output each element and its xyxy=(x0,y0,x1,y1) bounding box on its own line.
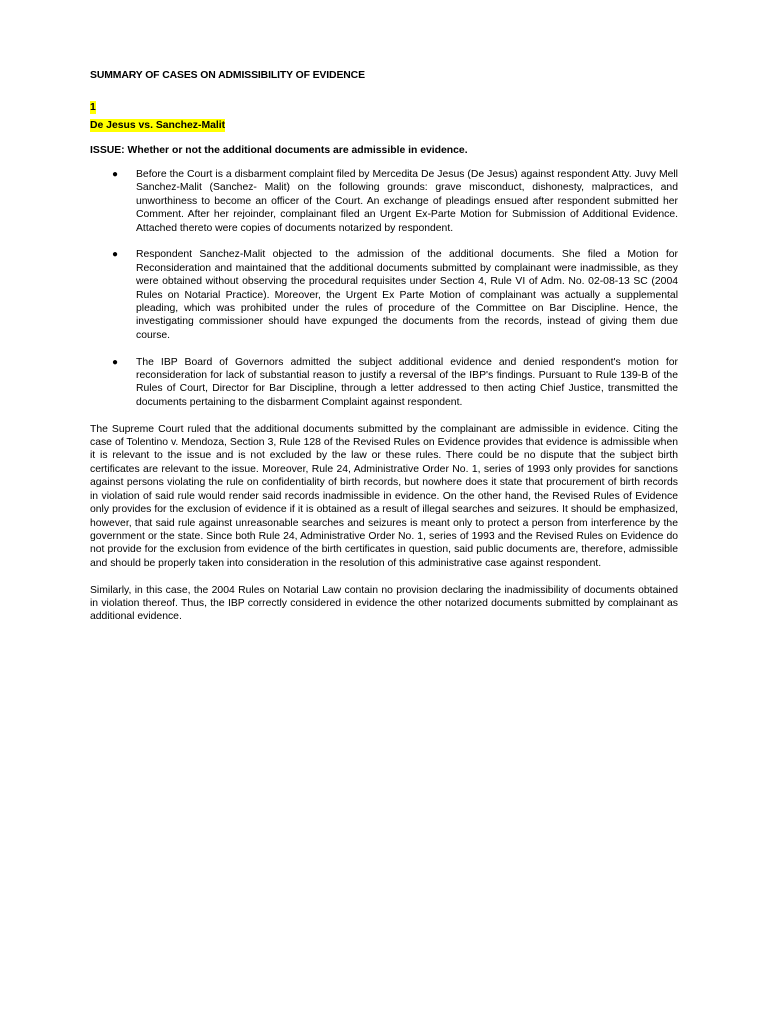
bullet-text: Respondent Sanchez-Malit objected to the admission of the additional documents. She filed a Motion for Reconsideration and maintained that the additional documents submitted by complainant were inadmissible, as they were obtained without observing the procedural requisites under Section 4, Rule VI of Adm. No. 02-08-13 SC (2004 Rules on Notarial Practice). Moreover, the Urgent Ex Parte Motion of complainant was actually a supplemental pleading, which was prohibited under the rules of procedure of the Committee on Bar Discipline. Hence, the investigating commissioner should have expunged the documents from the records, instead of giving them due course. xyxy=(136,249,678,341)
case-heading xyxy=(90,97,678,133)
facts-bullet-list xyxy=(90,168,678,409)
bullet-text: Before the Court is a disbarment complaint filed by Mercedita De Jesus (De Jesus) against respondent Atty. Juvy Mell Sanchez-Malit (Sanchez- Malit) on the following grounds: grave misconduct, dishonesty, malpractices, and unworthiness to become an officer of the Court. An exchange of pleadings ensued after respondent submitted her Comment. After her rejoinder, complainant filed an Urgent Ex-Parte Motion for Submission of Additional Evidence. Attached thereto were copies of documents notarized by respondent. xyxy=(136,169,678,234)
bullet-icon: ● xyxy=(112,249,119,261)
list-item xyxy=(90,168,678,235)
list-item xyxy=(90,356,678,410)
bullet-icon: ● xyxy=(112,169,119,180)
case-name: De Jesus vs. Sanchez-Malit xyxy=(90,120,226,131)
conclusion-paragraph: Similarly, in this case, the 2004 Rules on Notarial Law contain no provision declaring the inadmissibility of documents obtained in violation thereof. Thus, the IBP correctly considered in evidence the other notarized documents submitted by complainant as additional evidence. xyxy=(90,584,678,623)
list-item xyxy=(90,248,678,342)
bullet-text: The IBP Board of Governors admitted the subject additional evidence and denied respondent's motion for reconsideration for lack of substantial reason to justify a reversal of the IBP's findings. Pursuant to Rule 139-B of the Rules of Court, Director for Bar Discipline, through a letter addressed to then acting Chief Justice, transmitted the documents pertaining to the disbarment Complaint against respondent. xyxy=(136,356,678,408)
issue-statement: ISSUE: Whether or not the additional documents are admissible in evidence. xyxy=(90,145,468,156)
ruling-paragraph: The Supreme Court ruled that the additional documents submitted by the complainant are admissible in evidence. Citing the case of Tolentino v. Mendoza, Section 3, Rule 128 of the Revised Rules on Evidence provides that evidence is admissible when it is relevant to the issue and is not excluded by the law or these rules. There could be no dispute that the subject birth certificates are relevant to the issue. Moreover, Rule 24, Administrative Order No. 1, series of 1993 only provides for sanctions against persons violating the rule on confidentiality of birth records, but nowhere does it state that procurement of birth records in violation of said rule would render said records inadmissible in evidence. On the other hand, the Revised Rules of Evidence only provides for the exclusion of evidence if it is obtained as a result of illegal searches and seizures. It should be emphasized, however, that said rule against unreasonable searches and seizures is meant only to protect a person from interference by the government or the state. Since both Rule 24, Administrative Order No. 1, series of 1993 and the Revised Rules on Evidence do not provide for the exclusion from evidence of the birth certificates in question, said public documents are, therefore, admissible and should be properly taken into consideration in the resolution of this administrative case against respondent. xyxy=(90,423,678,569)
case-number: 1 xyxy=(90,102,96,113)
bullet-icon: ● xyxy=(112,356,119,368)
document-title: SUMMARY OF CASES ON ADMISSIBILITY OF EVIDENCE xyxy=(90,70,365,81)
